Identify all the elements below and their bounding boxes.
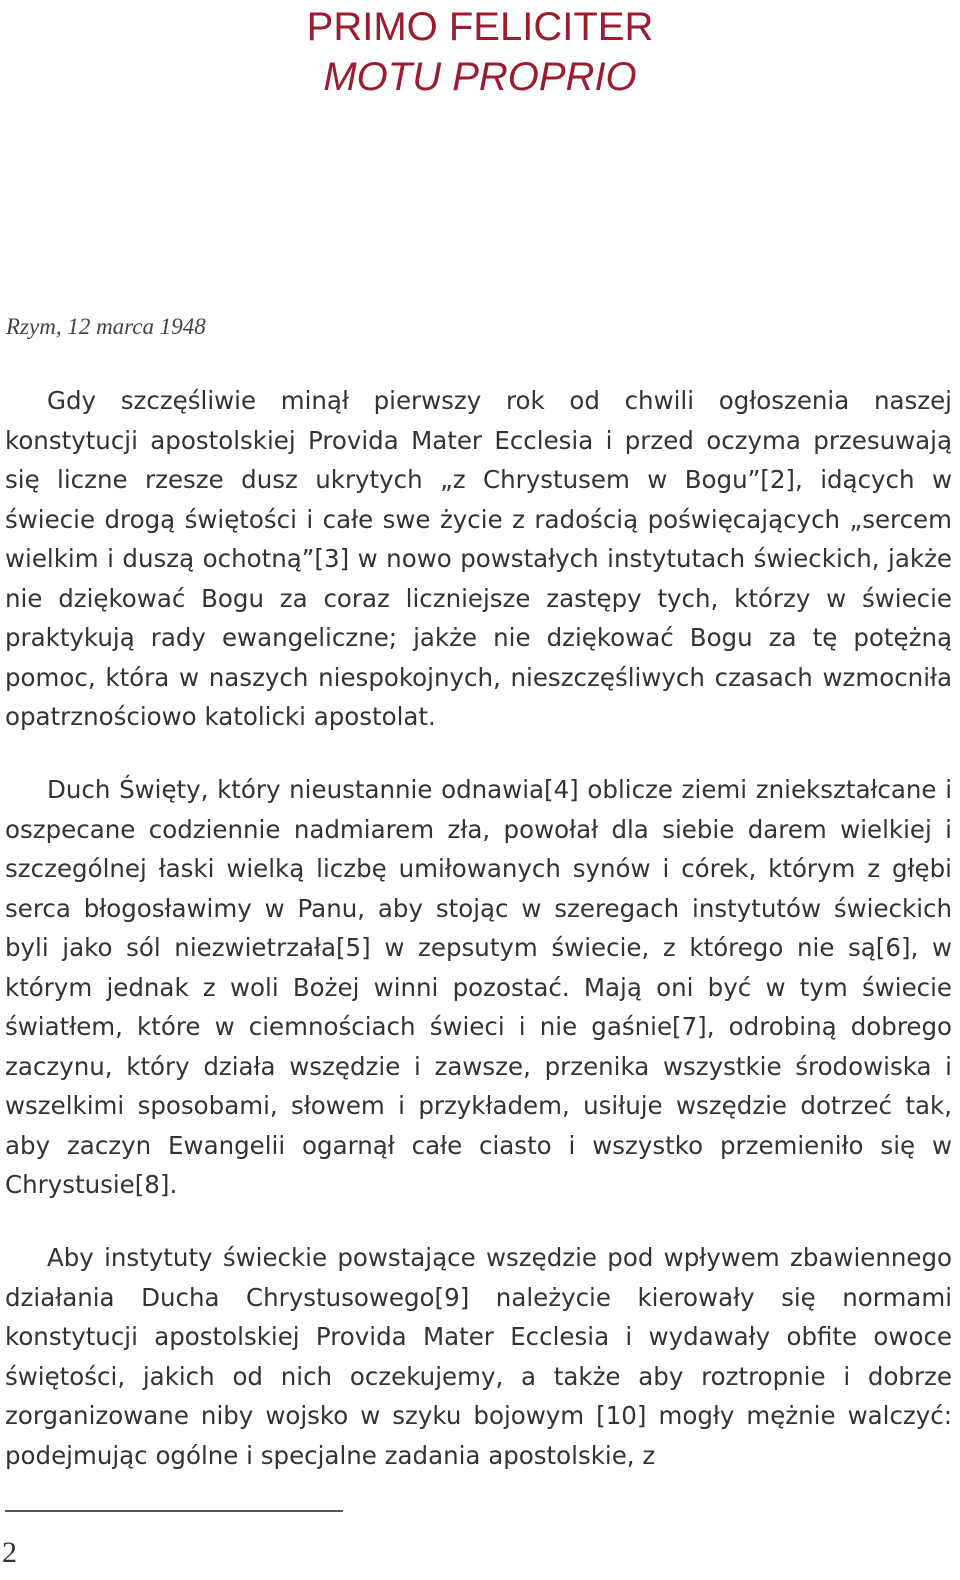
page-number: 2 <box>2 1536 17 1569</box>
title-primo-feliciter: PRIMO FELICITER <box>306 5 654 49</box>
footnote-divider <box>5 1510 343 1512</box>
title-motu-proprio: MOTU PROPRIO <box>323 55 637 99</box>
paragraph-2-text: Duch Święty, który nieustannie odnawia[4] oblicze ziemi zniekształcane i oszpecane codziennie nadmiarem zła, powołał dla siebie darem wielkiej i szczególnej łaski wielką liczbę umiłowanych synów i córek, którym z głębi serca błogosławimy w Panu, aby stojąc w szeregach instytutów świeckich byli jako sól niezwietrzała[5] w zepsutym świecie, z którego nie są[6], w którym jednak z woli Bożej winni pozostać. Mają oni być w tym świecie światłem, które w ciemnościach świeci i nie gaśnie[7], odrobiną dobrego zaczynu, który działa wszędzie i zawsze, przenika wszystkie środowiska i wszelkimi sposobami, słowem i przykładem, usiłuje wszędzie dotrzeć tak, aby zaczyn Ewangelii ogarnął całe ciasto i wszystko przemieniło się w Chrystusie[8]. <box>5 775 952 1199</box>
paragraph-2 <box>5 770 952 1205</box>
paragraph-3 <box>5 1238 952 1475</box>
document-date: Rzym, 12 marca 1948 <box>6 314 206 339</box>
paragraph-3-text: Aby instytuty świeckie powstające wszędzie pod wpływem zbawiennego działania Ducha Chrystusowego[9] należycie kierowały się normami konstytucji apostolskiej Provida Mater Ecclesia i wydawały obfite owoce świętości, jakich od nich oczekujemy, a także aby roztropnie i dobrze zorganizowane niby wojsko w szyku bojowym [10] mogły mężnie walczyć: podejmując ogólne i specjalne zadania apostolskie, z <box>5 1243 952 1470</box>
paragraph-1-text: Gdy szczęśliwie minął pierwszy rok od chwili ogłoszenia naszej konstytucji apostolskiej Provida Mater Ecclesia i przed oczyma przesuwają się liczne rzesze dusz ukrytych „z Chrystusem w Bogu”[2], idących w świecie drogą świętości i całe swe życie z radością poświęcających „sercem wielkim i duszą ochotną”[3] w nowo powstałych instytutach świeckich, jakże nie dziękować Bogu za coraz liczniejsze zastępy tych, którzy w świecie praktykują rady ewangeliczne; jakże nie dziękować Bogu za tę potężną pomoc, która w naszych niespokojnych, nieszczęśliwych czasach wzmocniła opatrznościowo katolicki apostolat. <box>5 386 952 731</box>
paragraph-1 <box>5 381 952 737</box>
document-title <box>0 2 960 102</box>
